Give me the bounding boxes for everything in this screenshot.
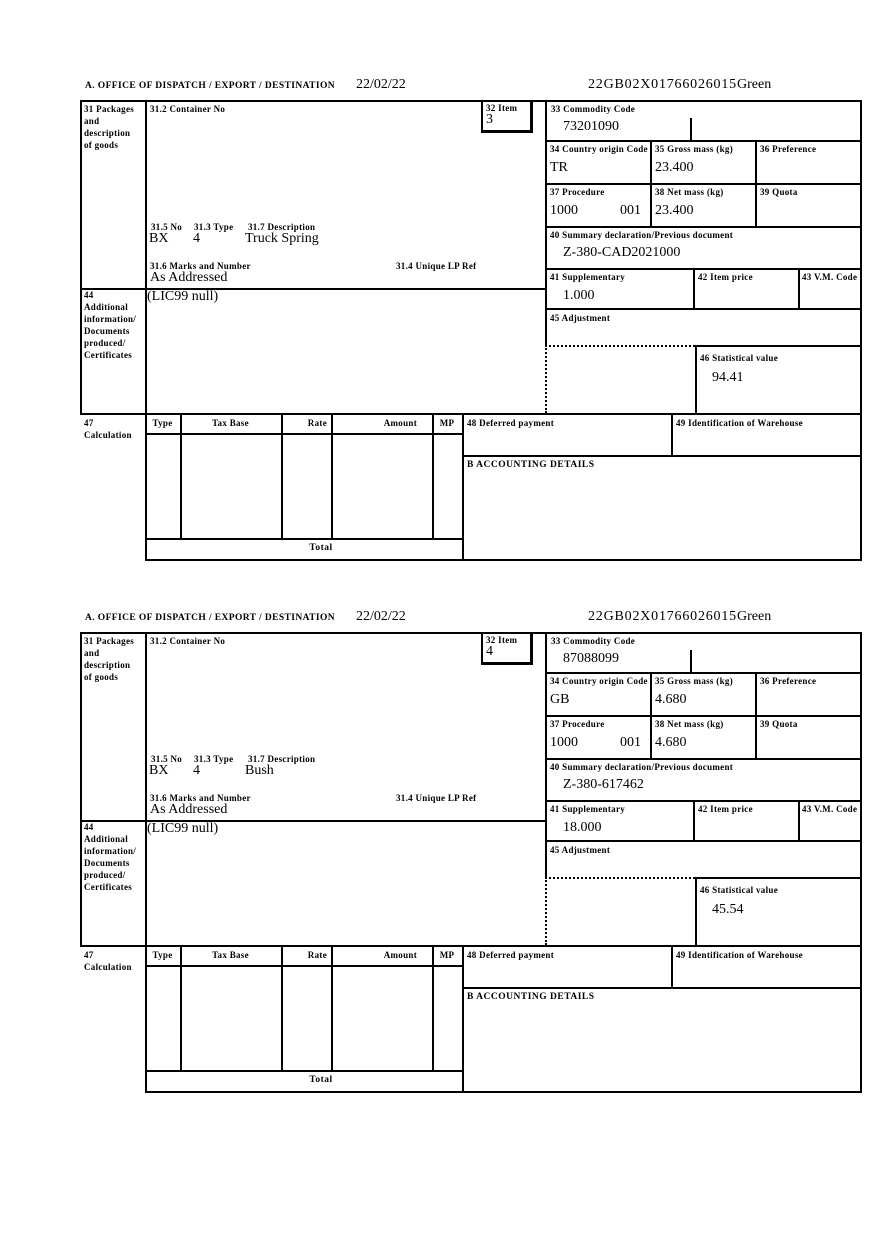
box44-additional-info-label bbox=[84, 289, 136, 361]
box31-5-no-label: 31.5 No bbox=[151, 754, 183, 764]
box31-packages-label bbox=[84, 635, 134, 683]
declaration-date: 22/02/22 bbox=[356, 609, 406, 624]
grid-line bbox=[695, 877, 862, 879]
label-line: information/ bbox=[84, 846, 137, 856]
label-line: Certificates bbox=[84, 350, 133, 360]
grid-line bbox=[80, 945, 862, 947]
box37-procedure-label: 37 Procedure bbox=[550, 719, 605, 729]
calc-total-label: Total bbox=[309, 1075, 333, 1085]
grid-line bbox=[331, 945, 333, 1070]
box43-vm-code-label: 43 V.M. Code bbox=[802, 272, 858, 282]
grid-line bbox=[145, 1091, 862, 1093]
box45-adjustment-label: 45 Adjustment bbox=[550, 313, 611, 323]
calc-header-mp: MP bbox=[439, 418, 455, 428]
grid-line bbox=[545, 183, 862, 185]
accounting-details-label: B ACCOUNTING DETAILS bbox=[467, 460, 595, 470]
grid-line bbox=[462, 455, 862, 457]
box49-warehouse-label: 49 Identification of Warehouse bbox=[676, 950, 803, 960]
label-line: description bbox=[84, 128, 131, 138]
grid-line bbox=[671, 945, 673, 989]
label-line: Calculation bbox=[84, 962, 132, 972]
additional-information-value: (LIC99 null) bbox=[147, 821, 219, 836]
dotted-grid-line bbox=[545, 345, 695, 347]
office-of-dispatch-label: A. OFFICE OF DISPATCH / EXPORT / DESTINATION bbox=[85, 613, 336, 623]
grid-line bbox=[693, 268, 695, 308]
packages-no-value: BX bbox=[149, 231, 169, 246]
box47-calculation-label bbox=[84, 949, 132, 973]
grid-line bbox=[145, 559, 862, 561]
label-line: 47 bbox=[84, 418, 94, 428]
label-line: Certificates bbox=[84, 882, 133, 892]
box31-packages-label bbox=[84, 103, 134, 151]
grid-line bbox=[545, 800, 862, 802]
net-mass-value: 4.680 bbox=[655, 735, 687, 750]
box49-warehouse-label: 49 Identification of Warehouse bbox=[676, 418, 803, 428]
label-line: information/ bbox=[84, 314, 137, 324]
calc-header-rate: Rate bbox=[307, 418, 327, 428]
grid-line bbox=[180, 413, 182, 538]
calc-total-label: Total bbox=[309, 543, 333, 553]
grid-line bbox=[80, 632, 82, 945]
gross-mass-value: 23.400 bbox=[655, 160, 694, 175]
grid-line bbox=[180, 945, 182, 1070]
grid-line bbox=[145, 538, 464, 540]
procedure-value: 1000 bbox=[550, 203, 578, 218]
grid-line bbox=[462, 987, 862, 989]
grid-line bbox=[80, 632, 862, 634]
accounting-details-label: B ACCOUNTING DETAILS bbox=[467, 992, 595, 1002]
box43-vm-code-label: 43 V.M. Code bbox=[802, 804, 858, 814]
item-number-value: 4 bbox=[486, 644, 493, 659]
dotted-grid-line bbox=[545, 345, 547, 413]
label-line: and bbox=[84, 648, 100, 658]
commodity-code-value: 73201090 bbox=[563, 119, 619, 134]
grid-line bbox=[650, 672, 652, 758]
procedure-value: 1000 bbox=[550, 735, 578, 750]
label-line: 31 Packages bbox=[84, 104, 135, 114]
grid-line bbox=[798, 268, 800, 308]
box33-commodity-label: 33 Commodity Code bbox=[551, 636, 636, 646]
calc-header-amount: Amount bbox=[383, 950, 417, 960]
box31-7-description-label: 31.7 Description bbox=[248, 754, 316, 764]
grid-line bbox=[798, 800, 800, 840]
routing-status: Green bbox=[737, 77, 772, 92]
dotted-grid-line bbox=[545, 877, 695, 879]
box35-gross-mass-label: 35 Gross mass (kg) bbox=[655, 144, 733, 154]
country-origin-value: GB bbox=[550, 692, 570, 707]
goods-description-value: Truck Spring bbox=[245, 231, 319, 246]
box31-2-container-label: 31.2 Container No bbox=[150, 104, 226, 114]
label-line: description bbox=[84, 660, 131, 670]
grid-line bbox=[695, 877, 697, 945]
grid-line bbox=[80, 100, 82, 413]
calc-header-tax-base: Tax Base bbox=[212, 418, 249, 428]
routing-status: Green bbox=[737, 609, 772, 624]
grid-line bbox=[281, 413, 283, 538]
box31-3-type-label: 31.3 Type bbox=[194, 754, 234, 764]
box31-2-container-label: 31.2 Container No bbox=[150, 636, 226, 646]
box41-supplementary-label: 41 Supplementary bbox=[550, 804, 626, 814]
box44-additional-info-label bbox=[84, 821, 136, 893]
additional-information-value: (LIC99 null) bbox=[147, 289, 219, 304]
previous-document-value: Z-380-CAD2021000 bbox=[563, 245, 681, 260]
grid-line bbox=[860, 632, 862, 1093]
grid-line bbox=[755, 672, 757, 758]
label-line: and bbox=[84, 116, 100, 126]
box47-calculation-label bbox=[84, 417, 132, 441]
grid-line bbox=[145, 433, 464, 435]
box33-commodity-label: 33 Commodity Code bbox=[551, 104, 636, 114]
grid-line bbox=[331, 413, 333, 538]
label-line: Calculation bbox=[84, 430, 132, 440]
grid-line bbox=[860, 100, 862, 561]
label-line: produced/ bbox=[84, 338, 126, 348]
box46-statistical-label: 46 Statistical value bbox=[700, 353, 778, 363]
box38-net-mass-label: 38 Net mass (kg) bbox=[655, 187, 724, 197]
label-line: produced/ bbox=[84, 870, 126, 880]
box48-deferred-payment-label: 48 Deferred payment bbox=[467, 418, 555, 428]
label-line: Documents bbox=[84, 326, 130, 336]
label-line: of goods bbox=[84, 140, 119, 150]
dotted-grid-line bbox=[545, 877, 547, 945]
marks-numbers-value: As Addressed bbox=[150, 802, 228, 817]
procedure-extra-value: 001 bbox=[620, 203, 641, 218]
label-line: 44 bbox=[84, 822, 94, 832]
box37-procedure-label: 37 Procedure bbox=[550, 187, 605, 197]
label-line: 47 bbox=[84, 950, 94, 960]
box31-4-unique-lp-label: 31.4 Unique LP Ref bbox=[396, 261, 477, 271]
grid-line bbox=[545, 226, 862, 228]
box39-quota-label: 39 Quota bbox=[760, 719, 798, 729]
box39-quota-label: 39 Quota bbox=[760, 187, 798, 197]
grid-line bbox=[145, 1070, 464, 1072]
box31-6-marks-label: 31.6 Marks and Number bbox=[150, 793, 251, 803]
office-of-dispatch-label: A. OFFICE OF DISPATCH / EXPORT / DESTINATION bbox=[85, 81, 336, 91]
box34-origin-label: 34 Country origin Code bbox=[550, 676, 648, 686]
grid-line bbox=[755, 140, 757, 226]
grid-line bbox=[432, 945, 434, 1070]
box48-deferred-payment-label: 48 Deferred payment bbox=[467, 950, 555, 960]
label-line: 31 Packages bbox=[84, 636, 135, 646]
grid-line bbox=[145, 100, 147, 561]
statistical-value: 94.41 bbox=[712, 370, 744, 385]
label-line: 44 bbox=[84, 290, 94, 300]
calc-header-tax-base: Tax Base bbox=[212, 950, 249, 960]
calc-header-rate: Rate bbox=[307, 950, 327, 960]
box40-previous-doc-label: 40 Summary declaration/Previous document bbox=[550, 762, 734, 772]
grid-line bbox=[145, 632, 147, 1093]
declaration-item-section-1 bbox=[80, 75, 864, 570]
box31-6-marks-label: 31.6 Marks and Number bbox=[150, 261, 251, 271]
commodity-code-divider bbox=[690, 650, 692, 672]
grid-line bbox=[650, 140, 652, 226]
declaration-reference: 22GB02X01766026015 bbox=[588, 77, 737, 92]
calc-header-type: Type bbox=[152, 418, 173, 428]
box40-previous-doc-label: 40 Summary declaration/Previous document bbox=[550, 230, 734, 240]
packages-type-value: 4 bbox=[193, 231, 200, 246]
statistical-value: 45.54 bbox=[712, 902, 744, 917]
marks-numbers-value: As Addressed bbox=[150, 270, 228, 285]
label-line: Documents bbox=[84, 858, 130, 868]
box31-7-description-label: 31.7 Description bbox=[248, 222, 316, 232]
grid-line bbox=[545, 672, 862, 674]
grid-line bbox=[432, 413, 434, 538]
box34-origin-label: 34 Country origin Code bbox=[550, 144, 648, 154]
packages-type-value: 4 bbox=[193, 763, 200, 778]
box35-gross-mass-label: 35 Gross mass (kg) bbox=[655, 676, 733, 686]
grid-line bbox=[281, 945, 283, 1070]
declaration-date: 22/02/22 bbox=[356, 77, 406, 92]
commodity-code-value: 87088099 bbox=[563, 651, 619, 666]
item-number-value: 3 bbox=[486, 112, 493, 127]
box38-net-mass-label: 38 Net mass (kg) bbox=[655, 719, 724, 729]
calc-header-mp: MP bbox=[439, 950, 455, 960]
grid-line bbox=[695, 345, 697, 413]
box31-5-no-label: 31.5 No bbox=[151, 222, 183, 232]
goods-description-value: Bush bbox=[245, 763, 274, 778]
packages-no-value: BX bbox=[149, 763, 169, 778]
grid-line bbox=[545, 758, 862, 760]
box31-3-type-label: 31.3 Type bbox=[194, 222, 234, 232]
grid-line bbox=[80, 100, 862, 102]
calc-header-amount: Amount bbox=[383, 418, 417, 428]
country-origin-value: TR bbox=[550, 160, 568, 175]
grid-line bbox=[545, 308, 862, 310]
procedure-extra-value: 001 bbox=[620, 735, 641, 750]
label-line: Additional bbox=[84, 302, 129, 312]
box32-item-label: 32 Item bbox=[486, 635, 518, 645]
supplementary-units-value: 18.000 bbox=[563, 820, 602, 835]
supplementary-units-value: 1.000 bbox=[563, 288, 595, 303]
grid-line bbox=[545, 840, 862, 842]
grid-line bbox=[545, 715, 862, 717]
box42-item-price-label: 42 Item price bbox=[698, 272, 753, 282]
calc-header-type: Type bbox=[152, 950, 173, 960]
grid-line bbox=[545, 268, 862, 270]
grid-line bbox=[145, 965, 464, 967]
box46-statistical-label: 46 Statistical value bbox=[700, 885, 778, 895]
label-line: of goods bbox=[84, 672, 119, 682]
box36-preference-label: 36 Preference bbox=[760, 144, 817, 154]
grid-line bbox=[80, 413, 862, 415]
box42-item-price-label: 42 Item price bbox=[698, 804, 753, 814]
gross-mass-value: 4.680 bbox=[655, 692, 687, 707]
box31-4-unique-lp-label: 31.4 Unique LP Ref bbox=[396, 793, 477, 803]
box32-item-label: 32 Item bbox=[486, 103, 518, 113]
box36-preference-label: 36 Preference bbox=[760, 676, 817, 686]
label-line: Additional bbox=[84, 834, 129, 844]
grid-line bbox=[545, 140, 862, 142]
commodity-code-divider bbox=[690, 118, 692, 140]
grid-line bbox=[695, 345, 862, 347]
net-mass-value: 23.400 bbox=[655, 203, 694, 218]
box45-adjustment-label: 45 Adjustment bbox=[550, 845, 611, 855]
grid-line bbox=[693, 800, 695, 840]
previous-document-value: Z-380-617462 bbox=[563, 777, 644, 792]
declaration-item-section-2 bbox=[80, 607, 864, 1102]
box41-supplementary-label: 41 Supplementary bbox=[550, 272, 626, 282]
declaration-reference: 22GB02X01766026015 bbox=[588, 609, 737, 624]
grid-line bbox=[671, 413, 673, 457]
